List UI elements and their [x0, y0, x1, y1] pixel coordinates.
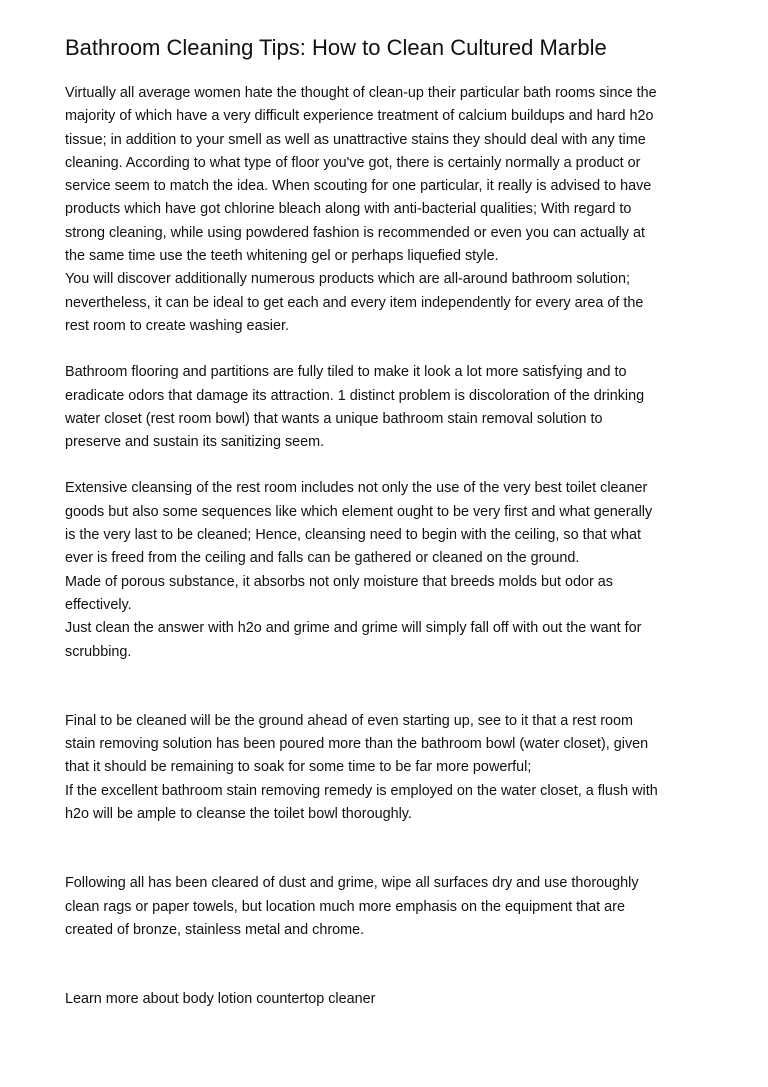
paragraph-line: service seem to match the idea. When scouting for one particular, it really is advised to have — [65, 178, 652, 195]
paragraph-line: nevertheless, it can be ideal to get each and every item independently for every area of the — [65, 294, 644, 311]
paragraph-line: Extensive cleansing of the rest room includes not only the use of the very best toilet cleaner — [65, 480, 648, 497]
paragraph-5 — [65, 872, 728, 942]
paragraph-line: preserve and sustain its sanitizing seem. — [65, 434, 325, 451]
paragraph-line: created of bronze, stainless metal and chrome. — [65, 921, 365, 938]
paragraph-line: Virtually all average women hate the thought of clean-up their particular bath rooms since the — [65, 85, 657, 101]
paragraph-line: majority of which have a very difficult experience treatment of calcium buildups and hard h2o — [65, 108, 654, 125]
paragraph-line: Just clean the answer with h2o and grime and grime will simply fall off with out the want for — [65, 620, 642, 637]
paragraph-line: ever is freed from the ceiling and falls can be gathered or cleaned on the ground. — [65, 550, 580, 567]
paragraph-2 — [65, 361, 728, 454]
paragraph-4 — [65, 710, 728, 826]
paragraph-line: cleaning. According to what type of floor you've got, there is certainly normally a product or — [65, 154, 641, 171]
closing-line — [65, 988, 728, 1011]
paragraph-line: Made of porous substance, it absorbs not only moisture that breeds molds but odor as — [65, 573, 613, 590]
paragraph-line: goods but also some sequences like which element ought to be very first and what generally — [65, 503, 653, 520]
paragraph-line: tissue; in addition to your smell as well as unattractive stains they should deal with any time — [65, 131, 646, 148]
paragraph-line: strong cleaning, while using powdered fashion is recommended or even you can actually at — [65, 224, 645, 241]
paragraph-line: that it should be remaining to soak for some time to be far more powerful; — [65, 759, 532, 776]
paragraph-line: h2o will be ample to cleanse the toilet bowl thoroughly. — [65, 806, 412, 823]
paragraph-line: rest room to create washing easier. — [65, 317, 289, 334]
paragraph-line: water closet (rest room bowl) that wants a unique bathroom stain removal solution to — [65, 410, 603, 427]
paragraph-line: stain removing solution has been poured more than the bathroom bowl (water closet), given — [65, 736, 649, 753]
paragraph-line: Learn more about body lotion countertop cleaner — [65, 991, 376, 1008]
paragraph-1 — [65, 82, 728, 338]
paragraph-3 — [65, 477, 728, 663]
paragraph-line: is the very last to be cleaned; Hence, cleansing need to begin with the ceiling, so that what — [65, 527, 641, 544]
paragraph-line: Bathroom flooring and partitions are fully tiled to make it look a lot more satisfying and to — [65, 364, 627, 381]
paragraph-line: the same time use the teeth whitening gel or perhaps liquefied style. — [65, 248, 499, 265]
paragraph-line: clean rags or paper towels, but location much more emphasis on the equipment that are — [65, 898, 625, 915]
paragraph-line: eradicate odors that damage its attraction. 1 distinct problem is discoloration of the drinking — [65, 387, 645, 404]
paragraph-line: If the excellent bathroom stain removing remedy is employed on the water closet, a flush with — [65, 782, 658, 799]
document-title: Bathroom Cleaning Tips: How to Clean Cultured Marble — [65, 35, 607, 60]
paragraph-line: effectively. — [65, 596, 132, 613]
paragraph-line: Following all has been cleared of dust and grime, wipe all surfaces dry and use thoroughly — [65, 875, 639, 892]
paragraph-line: Final to be cleaned will be the ground ahead of even starting up, see to it that a rest room — [65, 712, 633, 729]
paragraph-line: products which have got chlorine bleach along with anti-bacterial qualities; With regard to — [65, 201, 632, 218]
paragraph-line: You will discover additionally numerous products which are all-around bathroom solution; — [65, 271, 631, 288]
paragraph-line: scrubbing. — [65, 643, 132, 660]
